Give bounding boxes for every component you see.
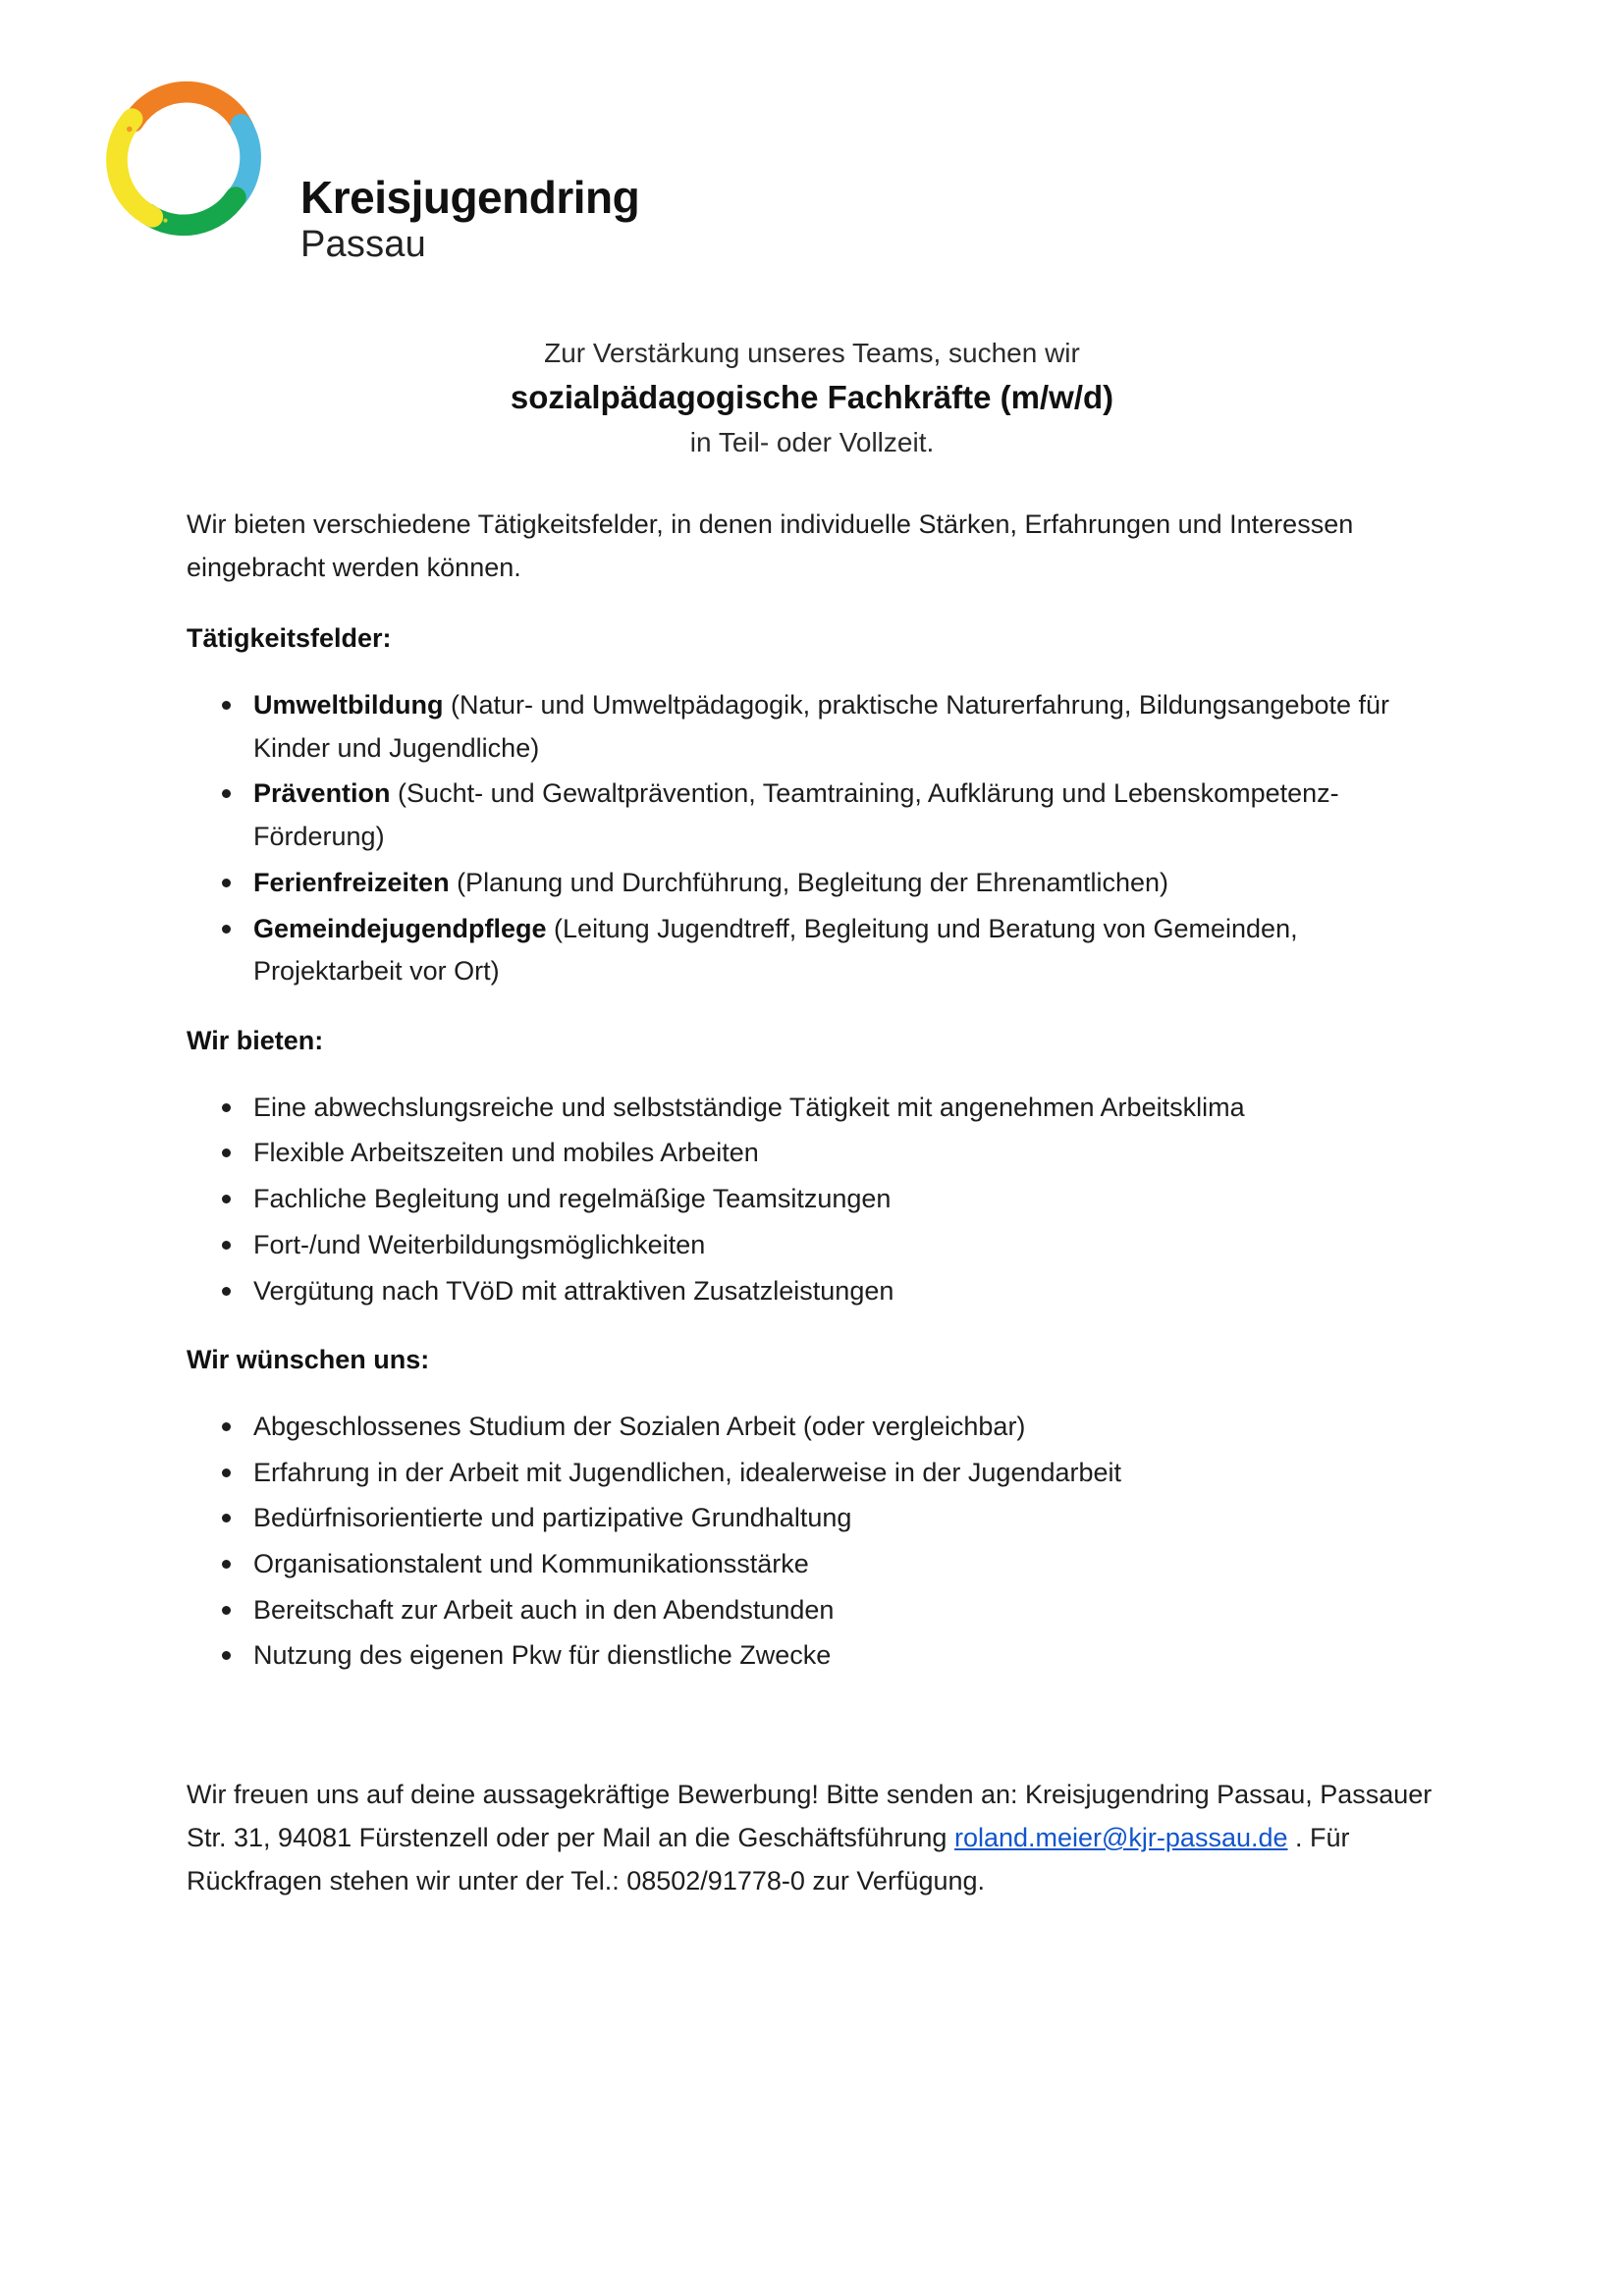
- list-item-text: Organisationstalent und Kommunikationsstärke: [253, 1548, 809, 1578]
- list-item-text: (Sucht- und Gewaltprävention, Teamtraining, Aufklärung und Lebenskompetenz-Förderung): [253, 778, 1339, 852]
- bullet-dot-icon: [222, 1560, 231, 1569]
- list-item: [187, 773, 1434, 858]
- section-heading-wir-bieten: Wir bieten:: [187, 1026, 324, 1056]
- list-item-text: (Planung und Durchführung, Begleitung der Ehrenamtlichen): [449, 867, 1169, 897]
- email-link[interactable]: roland.meier@kjr-passau.de: [953, 1822, 1288, 1852]
- section-heading-taetigkeitsfelder: Tätigkeitsfelder:: [187, 623, 392, 654]
- list-item-bold: Gemeindejugendpflege: [253, 913, 547, 943]
- logo-wordmark: [300, 172, 640, 265]
- list-item: [187, 1497, 1434, 1540]
- list-item-text: Bedürfnisorientierte und partizipative Grundhaltung: [253, 1503, 852, 1533]
- list-item: [187, 908, 1434, 993]
- list-item-text: Flexible Arbeitszeiten und mobiles Arbeiten: [253, 1138, 759, 1168]
- bullet-dot-icon: [222, 925, 231, 934]
- list-item-bold: Ferienfreizeiten: [253, 867, 450, 897]
- job-title: sozialpädagogische Fachkräfte (m/w/d): [510, 378, 1114, 415]
- bullet-dot-icon: [222, 879, 231, 887]
- list-item: [187, 1634, 1434, 1678]
- bullet-dot-icon: [222, 789, 231, 798]
- list-item-text: Eine abwechslungsreiche und selbstständige Tätigkeit mit angenehmen Arbeitsklima: [253, 1092, 1245, 1122]
- list-item-text: Vergütung nach TVöD mit attraktiven Zusatzleistungen: [253, 1275, 894, 1306]
- bullet-dot-icon: [222, 1422, 231, 1431]
- list-item-text: (Natur- und Umweltpädagogik, praktische Naturerfahrung, Bildungsangebote für Kinder und Jugendliche): [253, 689, 1390, 763]
- list-item: [187, 1132, 1434, 1175]
- list-item: [187, 862, 1434, 905]
- spacer: [187, 1705, 1434, 1774]
- list-item-text: Bereitschaft zur Arbeit auch in den Abendstunden: [253, 1594, 835, 1625]
- section-heading-wir-wuenschen-uns: Wir wünschen uns:: [187, 1345, 430, 1375]
- bullet-dot-icon: [222, 1651, 231, 1660]
- list-item-bold: Umweltbildung: [253, 689, 444, 720]
- body-content: [187, 504, 1434, 1932]
- bullet-dot-icon: [222, 1468, 231, 1477]
- list-item: [187, 1589, 1434, 1632]
- list-taetigkeitsfelder: [187, 684, 1434, 993]
- list-item-text: Erfahrung in der Arbeit mit Jugendlichen, idealerweise in der Jugendarbeit: [253, 1457, 1122, 1487]
- list-item-text: Abgeschlossenes Studium der Sozialen Arbeit (oder vergleichbar): [253, 1411, 1026, 1441]
- logo-subtitle: Passau: [300, 224, 426, 265]
- bullet-dot-icon: [222, 1241, 231, 1250]
- list-item: [187, 684, 1434, 770]
- closing-paragraph: [187, 1774, 1434, 1902]
- list-item: [187, 1087, 1434, 1130]
- list-item: [187, 1270, 1434, 1313]
- bullet-dot-icon: [222, 1606, 231, 1615]
- list-item: [187, 1224, 1434, 1267]
- list-wir-bieten: [187, 1087, 1434, 1313]
- bullet-dot-icon: [222, 1287, 231, 1296]
- headline-block: [0, 334, 1624, 461]
- list-item: [187, 1178, 1434, 1221]
- bullet-dot-icon: [222, 1103, 231, 1112]
- logo-title: Kreisjugendring: [300, 172, 640, 223]
- list-item-text: Fort-/und Weiterbildungsmöglichkeiten: [253, 1229, 706, 1259]
- headline-line-1: Zur Verstärkung unseres Teams, suchen wir: [544, 338, 1080, 368]
- organization-logo: [96, 59, 725, 265]
- list-item: [187, 1452, 1434, 1495]
- list-item: [187, 1543, 1434, 1586]
- intro-paragraph: Wir bieten verschiedene Tätigkeitsfelder, in denen individuelle Stärken, Erfahrungen und Interessen eingebracht werden können.: [187, 509, 1354, 582]
- list-item-text: Fachliche Begleitung und regelmäßige Teamsitzungen: [253, 1184, 892, 1214]
- list-item: [187, 1406, 1434, 1449]
- bullet-dot-icon: [222, 1195, 231, 1203]
- bullet-dot-icon: [222, 1148, 231, 1157]
- headline-line-3: in Teil- oder Vollzeit.: [689, 426, 935, 457]
- closing-text-after-link: . Für Rückfragen stehen wir unter der Tel.: 08502/91778-0 zur Verfügung.: [187, 1822, 1350, 1896]
- bullet-dot-icon: [222, 1514, 231, 1522]
- list-item-text: (Leitung Jugendtreff, Begleitung und Beratung von Gemeinden, Projektarbeit vor Ort): [253, 913, 1298, 987]
- bullet-dot-icon: [222, 701, 231, 710]
- list-item-text: Nutzung des eigenen Pkw für dienstliche Zwecke: [253, 1640, 832, 1671]
- closing-text-before-link: Wir freuen uns auf deine aussagekräftige Bewerbung! Bitte senden an: Kreisjugendring Passau, Passauer Str. 31, 94081 Fürstenzell oder per Mail an die Geschäftsführung: [187, 1780, 1433, 1852]
- list-item-bold: Prävention: [253, 778, 391, 809]
- brush-ring-icon: [96, 61, 281, 245]
- list-wir-wuenschen-uns: [187, 1406, 1434, 1678]
